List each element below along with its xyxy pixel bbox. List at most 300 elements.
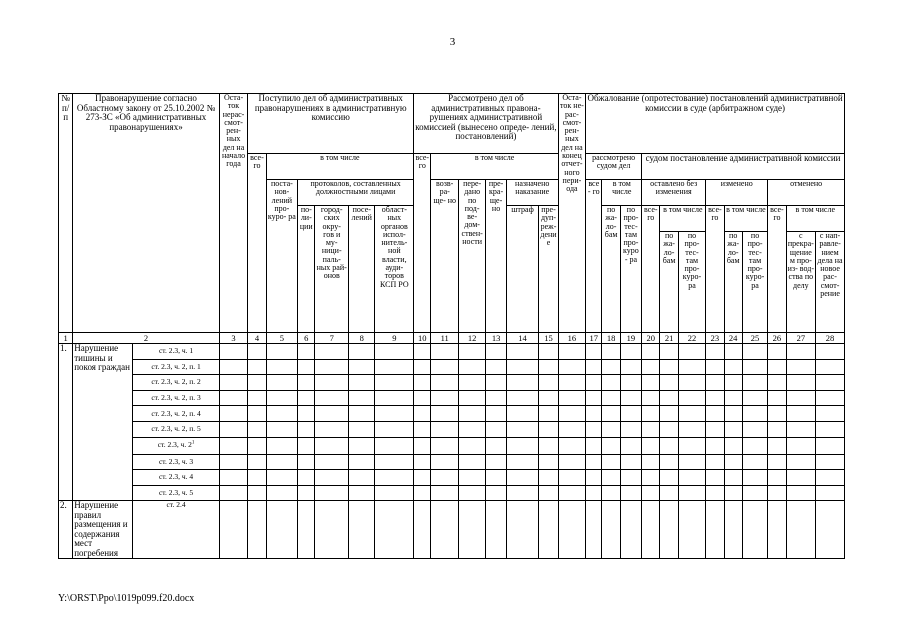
data-cell[interactable] bbox=[298, 359, 315, 375]
data-cell[interactable] bbox=[414, 437, 431, 454]
data-cell[interactable] bbox=[539, 390, 558, 406]
data-cell[interactable] bbox=[786, 485, 816, 501]
data-cell[interactable] bbox=[486, 485, 506, 501]
data-cell[interactable] bbox=[742, 501, 767, 559]
data-cell[interactable] bbox=[248, 501, 266, 559]
data-cell[interactable] bbox=[375, 359, 414, 375]
data-cell[interactable] bbox=[620, 485, 641, 501]
data-cell[interactable] bbox=[558, 421, 585, 437]
data-cell[interactable] bbox=[602, 344, 620, 360]
data-cell[interactable] bbox=[266, 390, 298, 406]
data-cell[interactable] bbox=[414, 421, 431, 437]
data-cell[interactable] bbox=[620, 501, 641, 559]
data-cell[interactable] bbox=[219, 454, 247, 470]
data-cell[interactable] bbox=[642, 406, 660, 422]
data-cell[interactable] bbox=[742, 359, 767, 375]
data-cell[interactable] bbox=[506, 390, 539, 406]
data-cell[interactable] bbox=[266, 470, 298, 486]
data-cell[interactable] bbox=[486, 390, 506, 406]
data-cell[interactable] bbox=[486, 421, 506, 437]
data-cell[interactable] bbox=[602, 454, 620, 470]
data-cell[interactable] bbox=[486, 375, 506, 391]
data-cell[interactable] bbox=[539, 344, 558, 360]
data-cell[interactable] bbox=[219, 470, 247, 486]
data-cell[interactable] bbox=[642, 344, 660, 360]
data-cell[interactable] bbox=[678, 485, 705, 501]
data-cell[interactable] bbox=[266, 454, 298, 470]
data-cell[interactable] bbox=[742, 421, 767, 437]
data-cell[interactable] bbox=[431, 437, 458, 454]
data-cell[interactable] bbox=[586, 454, 602, 470]
data-cell[interactable] bbox=[602, 501, 620, 559]
data-cell[interactable] bbox=[768, 421, 786, 437]
data-cell[interactable] bbox=[431, 485, 458, 501]
data-cell[interactable] bbox=[620, 406, 641, 422]
data-cell[interactable] bbox=[375, 390, 414, 406]
data-cell[interactable] bbox=[431, 470, 458, 486]
data-cell[interactable] bbox=[486, 470, 506, 486]
data-cell[interactable] bbox=[248, 359, 266, 375]
data-cell[interactable] bbox=[602, 375, 620, 391]
data-cell[interactable] bbox=[768, 501, 786, 559]
data-cell[interactable] bbox=[558, 359, 585, 375]
data-cell[interactable] bbox=[660, 485, 678, 501]
data-cell[interactable] bbox=[219, 390, 247, 406]
data-cell[interactable] bbox=[266, 344, 298, 360]
data-cell[interactable] bbox=[315, 437, 349, 454]
data-cell[interactable] bbox=[706, 406, 724, 422]
data-cell[interactable] bbox=[414, 406, 431, 422]
data-cell[interactable] bbox=[816, 501, 845, 559]
data-cell[interactable] bbox=[742, 375, 767, 391]
data-cell[interactable] bbox=[506, 375, 539, 391]
data-cell[interactable] bbox=[298, 375, 315, 391]
data-cell[interactable] bbox=[816, 359, 845, 375]
data-cell[interactable] bbox=[586, 375, 602, 391]
data-cell[interactable] bbox=[660, 437, 678, 454]
data-cell[interactable] bbox=[248, 437, 266, 454]
data-cell[interactable] bbox=[298, 390, 315, 406]
data-cell[interactable] bbox=[724, 437, 742, 454]
data-cell[interactable] bbox=[486, 406, 506, 422]
data-cell[interactable] bbox=[248, 485, 266, 501]
data-cell[interactable] bbox=[642, 375, 660, 391]
data-cell[interactable] bbox=[506, 454, 539, 470]
data-cell[interactable] bbox=[315, 470, 349, 486]
data-cell[interactable] bbox=[219, 421, 247, 437]
data-cell[interactable] bbox=[486, 501, 506, 559]
data-cell[interactable] bbox=[315, 485, 349, 501]
data-cell[interactable] bbox=[558, 344, 585, 360]
data-cell[interactable] bbox=[431, 344, 458, 360]
data-cell[interactable] bbox=[724, 344, 742, 360]
data-cell[interactable] bbox=[706, 375, 724, 391]
data-cell[interactable] bbox=[586, 437, 602, 454]
data-cell[interactable] bbox=[786, 501, 816, 559]
header-unchanged-protests: по про- тес- там про- куро- ра bbox=[678, 232, 705, 333]
data-cell[interactable] bbox=[620, 437, 641, 454]
data-cell[interactable] bbox=[458, 501, 485, 559]
data-cell[interactable] bbox=[414, 375, 431, 391]
data-cell[interactable] bbox=[660, 390, 678, 406]
data-cell[interactable] bbox=[248, 375, 266, 391]
data-cell[interactable] bbox=[431, 501, 458, 559]
data-cell[interactable] bbox=[816, 375, 845, 391]
data-cell[interactable] bbox=[539, 485, 558, 501]
data-cell[interactable] bbox=[431, 454, 458, 470]
data-cell[interactable] bbox=[315, 421, 349, 437]
data-cell[interactable] bbox=[786, 437, 816, 454]
data-cell[interactable] bbox=[816, 437, 845, 454]
header-regional-bodies: област- ных органов испол- нитель- ной власти, ауди- торов КСП РО bbox=[375, 206, 414, 333]
data-cell[interactable] bbox=[248, 470, 266, 486]
offense-name: Нарушение тишины и покоя граждан bbox=[73, 344, 133, 501]
header-cancelled-new-review: с нап- равле- нием дела на новое рас- смот- рение bbox=[816, 232, 845, 333]
data-cell[interactable] bbox=[620, 344, 641, 360]
data-cell[interactable] bbox=[266, 359, 298, 375]
data-cell[interactable] bbox=[768, 390, 786, 406]
data-cell[interactable] bbox=[219, 344, 247, 360]
data-cell[interactable] bbox=[506, 344, 539, 360]
data-cell[interactable] bbox=[742, 406, 767, 422]
data-cell[interactable] bbox=[298, 470, 315, 486]
data-cell[interactable] bbox=[620, 375, 641, 391]
data-cell[interactable] bbox=[724, 485, 742, 501]
data-cell[interactable] bbox=[678, 359, 705, 375]
data-cell[interactable] bbox=[586, 406, 602, 422]
data-cell[interactable] bbox=[375, 375, 414, 391]
data-cell[interactable] bbox=[458, 375, 485, 391]
data-cell[interactable] bbox=[678, 344, 705, 360]
data-cell[interactable] bbox=[706, 390, 724, 406]
header-received: Поступило дел об административных правонарушениях в административную комиссию bbox=[248, 94, 414, 154]
data-cell[interactable] bbox=[620, 454, 641, 470]
data-cell[interactable] bbox=[602, 470, 620, 486]
data-cell[interactable] bbox=[349, 437, 375, 454]
data-cell[interactable] bbox=[558, 375, 585, 391]
data-cell[interactable] bbox=[816, 470, 845, 486]
data-cell[interactable] bbox=[458, 454, 485, 470]
data-cell[interactable] bbox=[506, 421, 539, 437]
data-cell[interactable] bbox=[506, 406, 539, 422]
data-cell[interactable] bbox=[586, 421, 602, 437]
data-cell[interactable] bbox=[315, 344, 349, 360]
data-cell[interactable] bbox=[349, 390, 375, 406]
data-cell[interactable] bbox=[349, 406, 375, 422]
data-cell[interactable] bbox=[678, 501, 705, 559]
data-cell[interactable] bbox=[558, 454, 585, 470]
statistics-form-table bbox=[58, 93, 845, 559]
data-cell[interactable] bbox=[586, 501, 602, 559]
data-cell[interactable] bbox=[558, 390, 585, 406]
data-cell[interactable] bbox=[506, 437, 539, 454]
data-cell[interactable] bbox=[742, 485, 767, 501]
data-cell[interactable] bbox=[706, 470, 724, 486]
data-cell[interactable] bbox=[315, 390, 349, 406]
article-ref bbox=[133, 501, 220, 559]
data-cell[interactable] bbox=[786, 344, 816, 360]
data-cell[interactable] bbox=[248, 454, 266, 470]
article-text: ст. 2.3, ч. 4 bbox=[158, 472, 194, 482]
data-cell[interactable] bbox=[506, 470, 539, 486]
data-cell[interactable] bbox=[742, 437, 767, 454]
data-cell[interactable] bbox=[349, 359, 375, 375]
data-cell[interactable] bbox=[539, 501, 558, 559]
data-cell[interactable] bbox=[602, 437, 620, 454]
data-cell[interactable] bbox=[219, 406, 247, 422]
data-cell[interactable] bbox=[706, 485, 724, 501]
data-cell[interactable] bbox=[375, 421, 414, 437]
data-cell[interactable] bbox=[298, 421, 315, 437]
data-cell[interactable] bbox=[724, 359, 742, 375]
data-cell[interactable] bbox=[678, 421, 705, 437]
data-cell[interactable] bbox=[219, 375, 247, 391]
data-cell[interactable] bbox=[431, 359, 458, 375]
data-cell[interactable] bbox=[486, 344, 506, 360]
data-cell[interactable] bbox=[642, 359, 660, 375]
data-cell[interactable] bbox=[768, 344, 786, 360]
data-cell[interactable] bbox=[458, 344, 485, 360]
data-cell[interactable] bbox=[724, 375, 742, 391]
data-cell[interactable] bbox=[458, 421, 485, 437]
data-cell[interactable] bbox=[602, 359, 620, 375]
data-cell[interactable] bbox=[660, 375, 678, 391]
data-cell[interactable] bbox=[298, 437, 315, 454]
data-cell[interactable] bbox=[315, 406, 349, 422]
data-cell[interactable] bbox=[539, 454, 558, 470]
data-cell[interactable] bbox=[539, 359, 558, 375]
data-cell[interactable] bbox=[558, 406, 585, 422]
data-cell[interactable] bbox=[642, 501, 660, 559]
header-cancelled-terminated: с прекра- щением про- из- вод- ства по делу bbox=[786, 232, 816, 333]
data-cell[interactable] bbox=[678, 437, 705, 454]
data-cell[interactable] bbox=[724, 501, 742, 559]
data-cell[interactable] bbox=[315, 375, 349, 391]
data-cell[interactable] bbox=[816, 406, 845, 422]
data-cell[interactable] bbox=[660, 501, 678, 559]
data-cell[interactable] bbox=[660, 406, 678, 422]
data-cell[interactable] bbox=[768, 406, 786, 422]
data-cell[interactable] bbox=[558, 470, 585, 486]
data-cell[interactable] bbox=[558, 485, 585, 501]
data-cell[interactable] bbox=[678, 406, 705, 422]
data-cell[interactable] bbox=[586, 390, 602, 406]
data-cell[interactable] bbox=[219, 485, 247, 501]
data-cell[interactable] bbox=[414, 390, 431, 406]
data-cell[interactable] bbox=[349, 454, 375, 470]
data-cell[interactable] bbox=[660, 421, 678, 437]
data-cell[interactable] bbox=[724, 454, 742, 470]
data-cell[interactable] bbox=[349, 485, 375, 501]
data-cell[interactable] bbox=[248, 421, 266, 437]
data-cell[interactable] bbox=[431, 375, 458, 391]
data-cell[interactable] bbox=[431, 390, 458, 406]
data-cell[interactable] bbox=[315, 454, 349, 470]
data-cell[interactable] bbox=[768, 454, 786, 470]
data-cell[interactable] bbox=[414, 485, 431, 501]
data-cell[interactable] bbox=[506, 359, 539, 375]
data-cell[interactable] bbox=[349, 375, 375, 391]
data-cell[interactable] bbox=[486, 359, 506, 375]
article-text: ст. 2.3, ч. 2, п. 3 bbox=[151, 392, 201, 402]
data-cell[interactable] bbox=[349, 501, 375, 559]
data-cell[interactable] bbox=[786, 375, 816, 391]
data-cell[interactable] bbox=[539, 437, 558, 454]
data-cell[interactable] bbox=[315, 501, 349, 559]
data-cell[interactable] bbox=[642, 454, 660, 470]
data-cell[interactable] bbox=[642, 470, 660, 486]
data-cell[interactable] bbox=[298, 485, 315, 501]
data-cell[interactable] bbox=[742, 454, 767, 470]
data-cell[interactable] bbox=[298, 501, 315, 559]
data-cell[interactable] bbox=[539, 406, 558, 422]
data-cell[interactable] bbox=[620, 390, 641, 406]
data-cell[interactable] bbox=[486, 454, 506, 470]
data-cell[interactable] bbox=[602, 421, 620, 437]
data-cell[interactable] bbox=[414, 344, 431, 360]
data-cell[interactable] bbox=[219, 501, 247, 559]
data-cell[interactable] bbox=[768, 470, 786, 486]
data-cell[interactable] bbox=[458, 406, 485, 422]
col-number: 3 bbox=[219, 333, 247, 344]
data-cell[interactable] bbox=[539, 421, 558, 437]
data-cell[interactable] bbox=[706, 344, 724, 360]
data-cell[interactable] bbox=[266, 375, 298, 391]
data-cell[interactable] bbox=[349, 421, 375, 437]
data-cell[interactable] bbox=[375, 470, 414, 486]
data-cell[interactable] bbox=[414, 470, 431, 486]
data-cell[interactable] bbox=[298, 454, 315, 470]
data-cell[interactable] bbox=[586, 359, 602, 375]
data-cell[interactable] bbox=[298, 344, 315, 360]
data-cell[interactable] bbox=[349, 470, 375, 486]
data-cell[interactable] bbox=[742, 470, 767, 486]
data-cell[interactable] bbox=[266, 501, 298, 559]
data-cell[interactable] bbox=[315, 359, 349, 375]
data-cell[interactable] bbox=[586, 485, 602, 501]
data-cell[interactable] bbox=[786, 470, 816, 486]
data-cell[interactable] bbox=[706, 421, 724, 437]
data-cell[interactable] bbox=[266, 485, 298, 501]
data-cell[interactable] bbox=[506, 501, 539, 559]
data-cell[interactable] bbox=[678, 470, 705, 486]
data-cell[interactable] bbox=[414, 359, 431, 375]
data-cell[interactable] bbox=[602, 406, 620, 422]
data-cell[interactable] bbox=[724, 406, 742, 422]
data-cell[interactable] bbox=[431, 421, 458, 437]
data-cell[interactable] bbox=[298, 406, 315, 422]
data-cell[interactable] bbox=[620, 359, 641, 375]
data-cell[interactable] bbox=[620, 421, 641, 437]
data-cell[interactable] bbox=[678, 390, 705, 406]
data-cell[interactable] bbox=[642, 390, 660, 406]
data-cell[interactable] bbox=[486, 437, 506, 454]
data-cell[interactable] bbox=[266, 421, 298, 437]
data-cell[interactable] bbox=[458, 390, 485, 406]
data-cell[interactable] bbox=[248, 390, 266, 406]
data-cell[interactable] bbox=[602, 390, 620, 406]
data-cell[interactable] bbox=[586, 344, 602, 360]
data-cell[interactable] bbox=[248, 344, 266, 360]
data-cell[interactable] bbox=[431, 406, 458, 422]
data-cell[interactable] bbox=[706, 359, 724, 375]
data-cell[interactable] bbox=[742, 344, 767, 360]
data-cell[interactable] bbox=[375, 454, 414, 470]
data-cell[interactable] bbox=[266, 406, 298, 422]
data-cell[interactable] bbox=[706, 454, 724, 470]
data-cell[interactable] bbox=[678, 375, 705, 391]
data-cell[interactable] bbox=[266, 437, 298, 454]
data-cell[interactable] bbox=[816, 454, 845, 470]
data-cell[interactable] bbox=[660, 470, 678, 486]
data-cell[interactable] bbox=[375, 501, 414, 559]
data-cell[interactable] bbox=[375, 406, 414, 422]
data-cell[interactable] bbox=[414, 454, 431, 470]
data-cell[interactable] bbox=[586, 470, 602, 486]
col-number: 26 bbox=[768, 333, 786, 344]
data-cell[interactable] bbox=[786, 406, 816, 422]
data-cell[interactable] bbox=[642, 421, 660, 437]
data-cell[interactable] bbox=[620, 470, 641, 486]
data-cell[interactable] bbox=[786, 454, 816, 470]
col-number: 21 bbox=[660, 333, 678, 344]
data-cell[interactable] bbox=[642, 485, 660, 501]
data-cell[interactable] bbox=[768, 375, 786, 391]
data-cell[interactable] bbox=[816, 421, 845, 437]
data-cell[interactable] bbox=[375, 485, 414, 501]
data-cell[interactable] bbox=[558, 501, 585, 559]
data-cell[interactable] bbox=[724, 470, 742, 486]
data-cell[interactable] bbox=[724, 390, 742, 406]
data-cell[interactable] bbox=[678, 454, 705, 470]
data-cell[interactable] bbox=[816, 390, 845, 406]
data-cell[interactable] bbox=[539, 375, 558, 391]
data-cell[interactable] bbox=[768, 359, 786, 375]
data-cell[interactable] bbox=[706, 437, 724, 454]
data-cell[interactable] bbox=[742, 390, 767, 406]
data-cell[interactable] bbox=[219, 359, 247, 375]
data-cell[interactable] bbox=[768, 485, 786, 501]
data-cell[interactable] bbox=[458, 470, 485, 486]
data-cell[interactable] bbox=[375, 437, 414, 454]
data-cell[interactable] bbox=[724, 421, 742, 437]
data-cell[interactable] bbox=[786, 421, 816, 437]
data-cell[interactable] bbox=[558, 437, 585, 454]
data-cell[interactable] bbox=[349, 344, 375, 360]
data-cell[interactable] bbox=[375, 344, 414, 360]
data-cell[interactable] bbox=[786, 359, 816, 375]
data-cell[interactable] bbox=[768, 437, 786, 454]
data-cell[interactable] bbox=[602, 485, 620, 501]
data-cell[interactable] bbox=[660, 454, 678, 470]
data-cell[interactable] bbox=[414, 501, 431, 559]
data-cell[interactable] bbox=[458, 437, 485, 454]
header-changed-total: все- го bbox=[706, 206, 724, 333]
data-cell[interactable] bbox=[642, 437, 660, 454]
data-cell[interactable] bbox=[816, 485, 845, 501]
data-cell[interactable] bbox=[539, 470, 558, 486]
data-cell[interactable] bbox=[458, 485, 485, 501]
data-cell[interactable] bbox=[660, 344, 678, 360]
data-cell[interactable] bbox=[248, 406, 266, 422]
data-cell[interactable] bbox=[816, 344, 845, 360]
data-cell[interactable] bbox=[458, 359, 485, 375]
data-cell[interactable] bbox=[219, 437, 247, 454]
data-cell[interactable] bbox=[706, 501, 724, 559]
data-cell[interactable] bbox=[660, 359, 678, 375]
data-cell[interactable] bbox=[786, 390, 816, 406]
data-cell[interactable] bbox=[506, 485, 539, 501]
